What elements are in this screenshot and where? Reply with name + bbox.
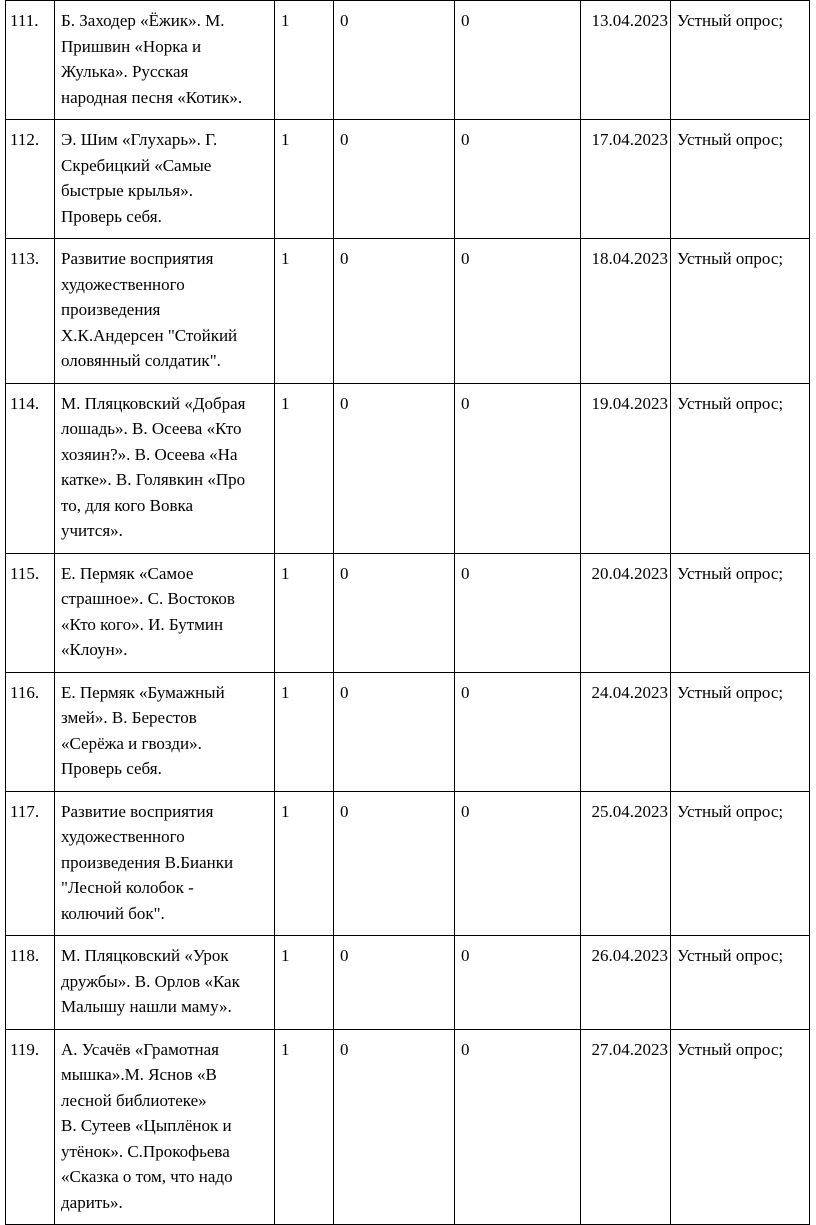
hours-total-cell: 1 bbox=[275, 239, 334, 384]
lesson-topic-cell bbox=[55, 383, 275, 553]
lesson-topic-line: Малышу нашли маму». bbox=[61, 997, 232, 1016]
lesson-date-cell: 18.04.2023 bbox=[581, 239, 671, 384]
table-row bbox=[6, 1029, 810, 1225]
lesson-topic-line: страшное». С. Востоков bbox=[61, 589, 235, 608]
lesson-topic-line: М. Пляцковский «Урок bbox=[61, 946, 229, 965]
lesson-date-cell: 25.04.2023 bbox=[581, 791, 671, 936]
table-row bbox=[6, 1, 810, 120]
assessment-form-cell: Устный опрос; bbox=[671, 1, 810, 120]
lesson-topic-line: Развитие восприятия bbox=[61, 249, 214, 268]
lesson-topic-cell bbox=[55, 672, 275, 791]
lesson-topic-cell bbox=[55, 120, 275, 239]
lesson-topic-cell bbox=[55, 239, 275, 384]
lesson-plan-table bbox=[5, 0, 810, 1225]
lesson-date-cell: 20.04.2023 bbox=[581, 553, 671, 672]
lesson-topic-cell bbox=[55, 553, 275, 672]
assessment-form-cell: Устный опрос; bbox=[671, 239, 810, 384]
table-row bbox=[6, 553, 810, 672]
lesson-topic-line: произведения bbox=[61, 300, 161, 319]
document-page bbox=[5, 0, 810, 1225]
practical-works-cell: 0 bbox=[455, 120, 581, 239]
lesson-date-cell: 13.04.2023 bbox=[581, 1, 671, 120]
table-row bbox=[6, 383, 810, 553]
lesson-topic-line: М. Пляцковский «Добрая bbox=[61, 393, 246, 413]
lesson-topic-line: «Сказка о том, что надо bbox=[61, 1167, 233, 1186]
lesson-topic-line: то, для кого Вовка bbox=[61, 495, 194, 515]
lesson-topic-line: Развитие восприятия bbox=[61, 801, 214, 821]
lesson-topic-line: Проверь себя. bbox=[61, 206, 162, 226]
assessment-form-cell: Устный опрос; bbox=[671, 553, 810, 672]
lesson-topic-line: оловянный солдатик". bbox=[61, 351, 221, 370]
practical-works-cell: 0 bbox=[455, 1029, 581, 1225]
hours-total-cell: 1 bbox=[275, 553, 334, 672]
lesson-date-cell: 27.04.2023 bbox=[581, 1029, 671, 1225]
control-works-cell: 0 bbox=[334, 936, 455, 1030]
hours-total-cell: 1 bbox=[275, 791, 334, 936]
lesson-topic-line: лошадь». В. Осеева «Кто bbox=[61, 419, 242, 438]
lesson-topic-line: быстрые крылья». bbox=[61, 181, 193, 200]
control-works-cell: 0 bbox=[334, 672, 455, 791]
practical-works-cell: 0 bbox=[455, 1, 581, 120]
lesson-topic-line: змей». В. Берестов bbox=[61, 708, 197, 727]
lesson-topic-line: Жулька». Русская bbox=[61, 62, 189, 81]
control-works-cell: 0 bbox=[334, 1, 455, 120]
lesson-topic-line: художественного bbox=[61, 274, 185, 294]
lesson-topic-cell bbox=[55, 936, 275, 1030]
assessment-form-cell: Устный опрос; bbox=[671, 791, 810, 936]
assessment-form-cell: Устный опрос; bbox=[671, 1029, 810, 1225]
table-row bbox=[6, 672, 810, 791]
hours-total-cell: 1 bbox=[275, 1, 334, 120]
lesson-topic-line: мышка».М. Яснов «В bbox=[61, 1065, 217, 1084]
assessment-form-cell: Устный опрос; bbox=[671, 383, 810, 553]
lesson-date-cell: 17.04.2023 bbox=[581, 120, 671, 239]
hours-total-cell: 1 bbox=[275, 120, 334, 239]
control-works-cell: 0 bbox=[334, 120, 455, 239]
lesson-topic-line: Е. Пермяк «Бумажный bbox=[61, 682, 225, 702]
lesson-topic-line: Пришвин «Норка и bbox=[61, 36, 202, 56]
table-body bbox=[6, 1, 810, 1225]
lesson-topic-line: дарить». bbox=[61, 1192, 123, 1212]
practical-works-cell: 0 bbox=[455, 791, 581, 936]
lesson-topic-line: В. Сутеев «Цыплёнок и bbox=[61, 1116, 232, 1135]
hours-total-cell: 1 bbox=[275, 1029, 334, 1225]
lesson-topic-line: Б. Заходер «Ёжик». М. bbox=[61, 11, 225, 30]
lesson-topic-line: хозяин?». В. Осеева «На bbox=[61, 444, 238, 464]
hours-total-cell: 1 bbox=[275, 383, 334, 553]
lesson-topic-cell bbox=[55, 1, 275, 120]
table-row bbox=[6, 936, 810, 1030]
control-works-cell: 0 bbox=[334, 553, 455, 672]
lesson-topic-line: Х.К.Андерсен "Стойкий bbox=[61, 325, 238, 345]
hours-total-cell: 1 bbox=[275, 936, 334, 1030]
lesson-topic-line: художественного bbox=[61, 827, 185, 846]
lesson-number-cell: 113. bbox=[6, 239, 55, 384]
practical-works-cell: 0 bbox=[455, 672, 581, 791]
practical-works-cell: 0 bbox=[455, 239, 581, 384]
lesson-topic-line: «Кто кого». И. Бутмин bbox=[61, 614, 224, 634]
lesson-date-cell: 26.04.2023 bbox=[581, 936, 671, 1030]
practical-works-cell: 0 bbox=[455, 383, 581, 553]
lesson-topic-line: учится». bbox=[61, 521, 123, 540]
table-row bbox=[6, 120, 810, 239]
lesson-number-cell: 117. bbox=[6, 791, 55, 936]
lesson-number-cell: 119. bbox=[6, 1029, 55, 1225]
table-row bbox=[6, 239, 810, 384]
control-works-cell: 0 bbox=[334, 1029, 455, 1225]
lesson-topic-line: «Клоун». bbox=[61, 640, 128, 659]
lesson-topic-line: колючий бок". bbox=[61, 903, 165, 923]
practical-works-cell: 0 bbox=[455, 553, 581, 672]
lesson-date-cell: 19.04.2023 bbox=[581, 383, 671, 553]
lesson-topic-line: дружбы». В. Орлов «Как bbox=[61, 971, 240, 991]
table-row bbox=[6, 791, 810, 936]
lesson-topic-line: катке». В. Голявкин «Про bbox=[61, 470, 246, 489]
lesson-number-cell: 116. bbox=[6, 672, 55, 791]
practical-works-cell: 0 bbox=[455, 936, 581, 1030]
lesson-topic-line: утёнок». С.Прокофьева bbox=[61, 1141, 230, 1161]
control-works-cell: 0 bbox=[334, 239, 455, 384]
lesson-topic-line: Скребицкий «Самые bbox=[61, 155, 212, 175]
lesson-number-cell: 114. bbox=[6, 383, 55, 553]
lesson-number-cell: 111. bbox=[6, 1, 55, 120]
lesson-topic-line: «Серёжа и гвозди». bbox=[61, 733, 202, 753]
lesson-topic-line: народная песня «Котик». bbox=[61, 87, 243, 107]
control-works-cell: 0 bbox=[334, 383, 455, 553]
lesson-topic-line: Э. Шим «Глухарь». Г. bbox=[61, 130, 218, 149]
lesson-number-cell: 115. bbox=[6, 553, 55, 672]
control-works-cell: 0 bbox=[334, 791, 455, 936]
assessment-form-cell: Устный опрос; bbox=[671, 120, 810, 239]
hours-total-cell: 1 bbox=[275, 672, 334, 791]
lesson-topic-line: Е. Пермяк «Самое bbox=[61, 563, 194, 583]
lesson-date-cell: 24.04.2023 bbox=[581, 672, 671, 791]
assessment-form-cell: Устный опрос; bbox=[671, 936, 810, 1030]
lesson-topic-line: "Лесной колобок - bbox=[61, 878, 194, 897]
lesson-topic-line: лесной библиотеке» bbox=[61, 1090, 207, 1110]
lesson-number-cell: 118. bbox=[6, 936, 55, 1030]
lesson-topic-cell bbox=[55, 1029, 275, 1225]
lesson-topic-line: Проверь себя. bbox=[61, 759, 162, 778]
lesson-topic-cell bbox=[55, 791, 275, 936]
lesson-number-cell: 112. bbox=[6, 120, 55, 239]
lesson-topic-line: А. Усачёв «Грамотная bbox=[61, 1039, 219, 1059]
assessment-form-cell: Устный опрос; bbox=[671, 672, 810, 791]
lesson-topic-line: произведения В.Бианки bbox=[61, 852, 234, 872]
